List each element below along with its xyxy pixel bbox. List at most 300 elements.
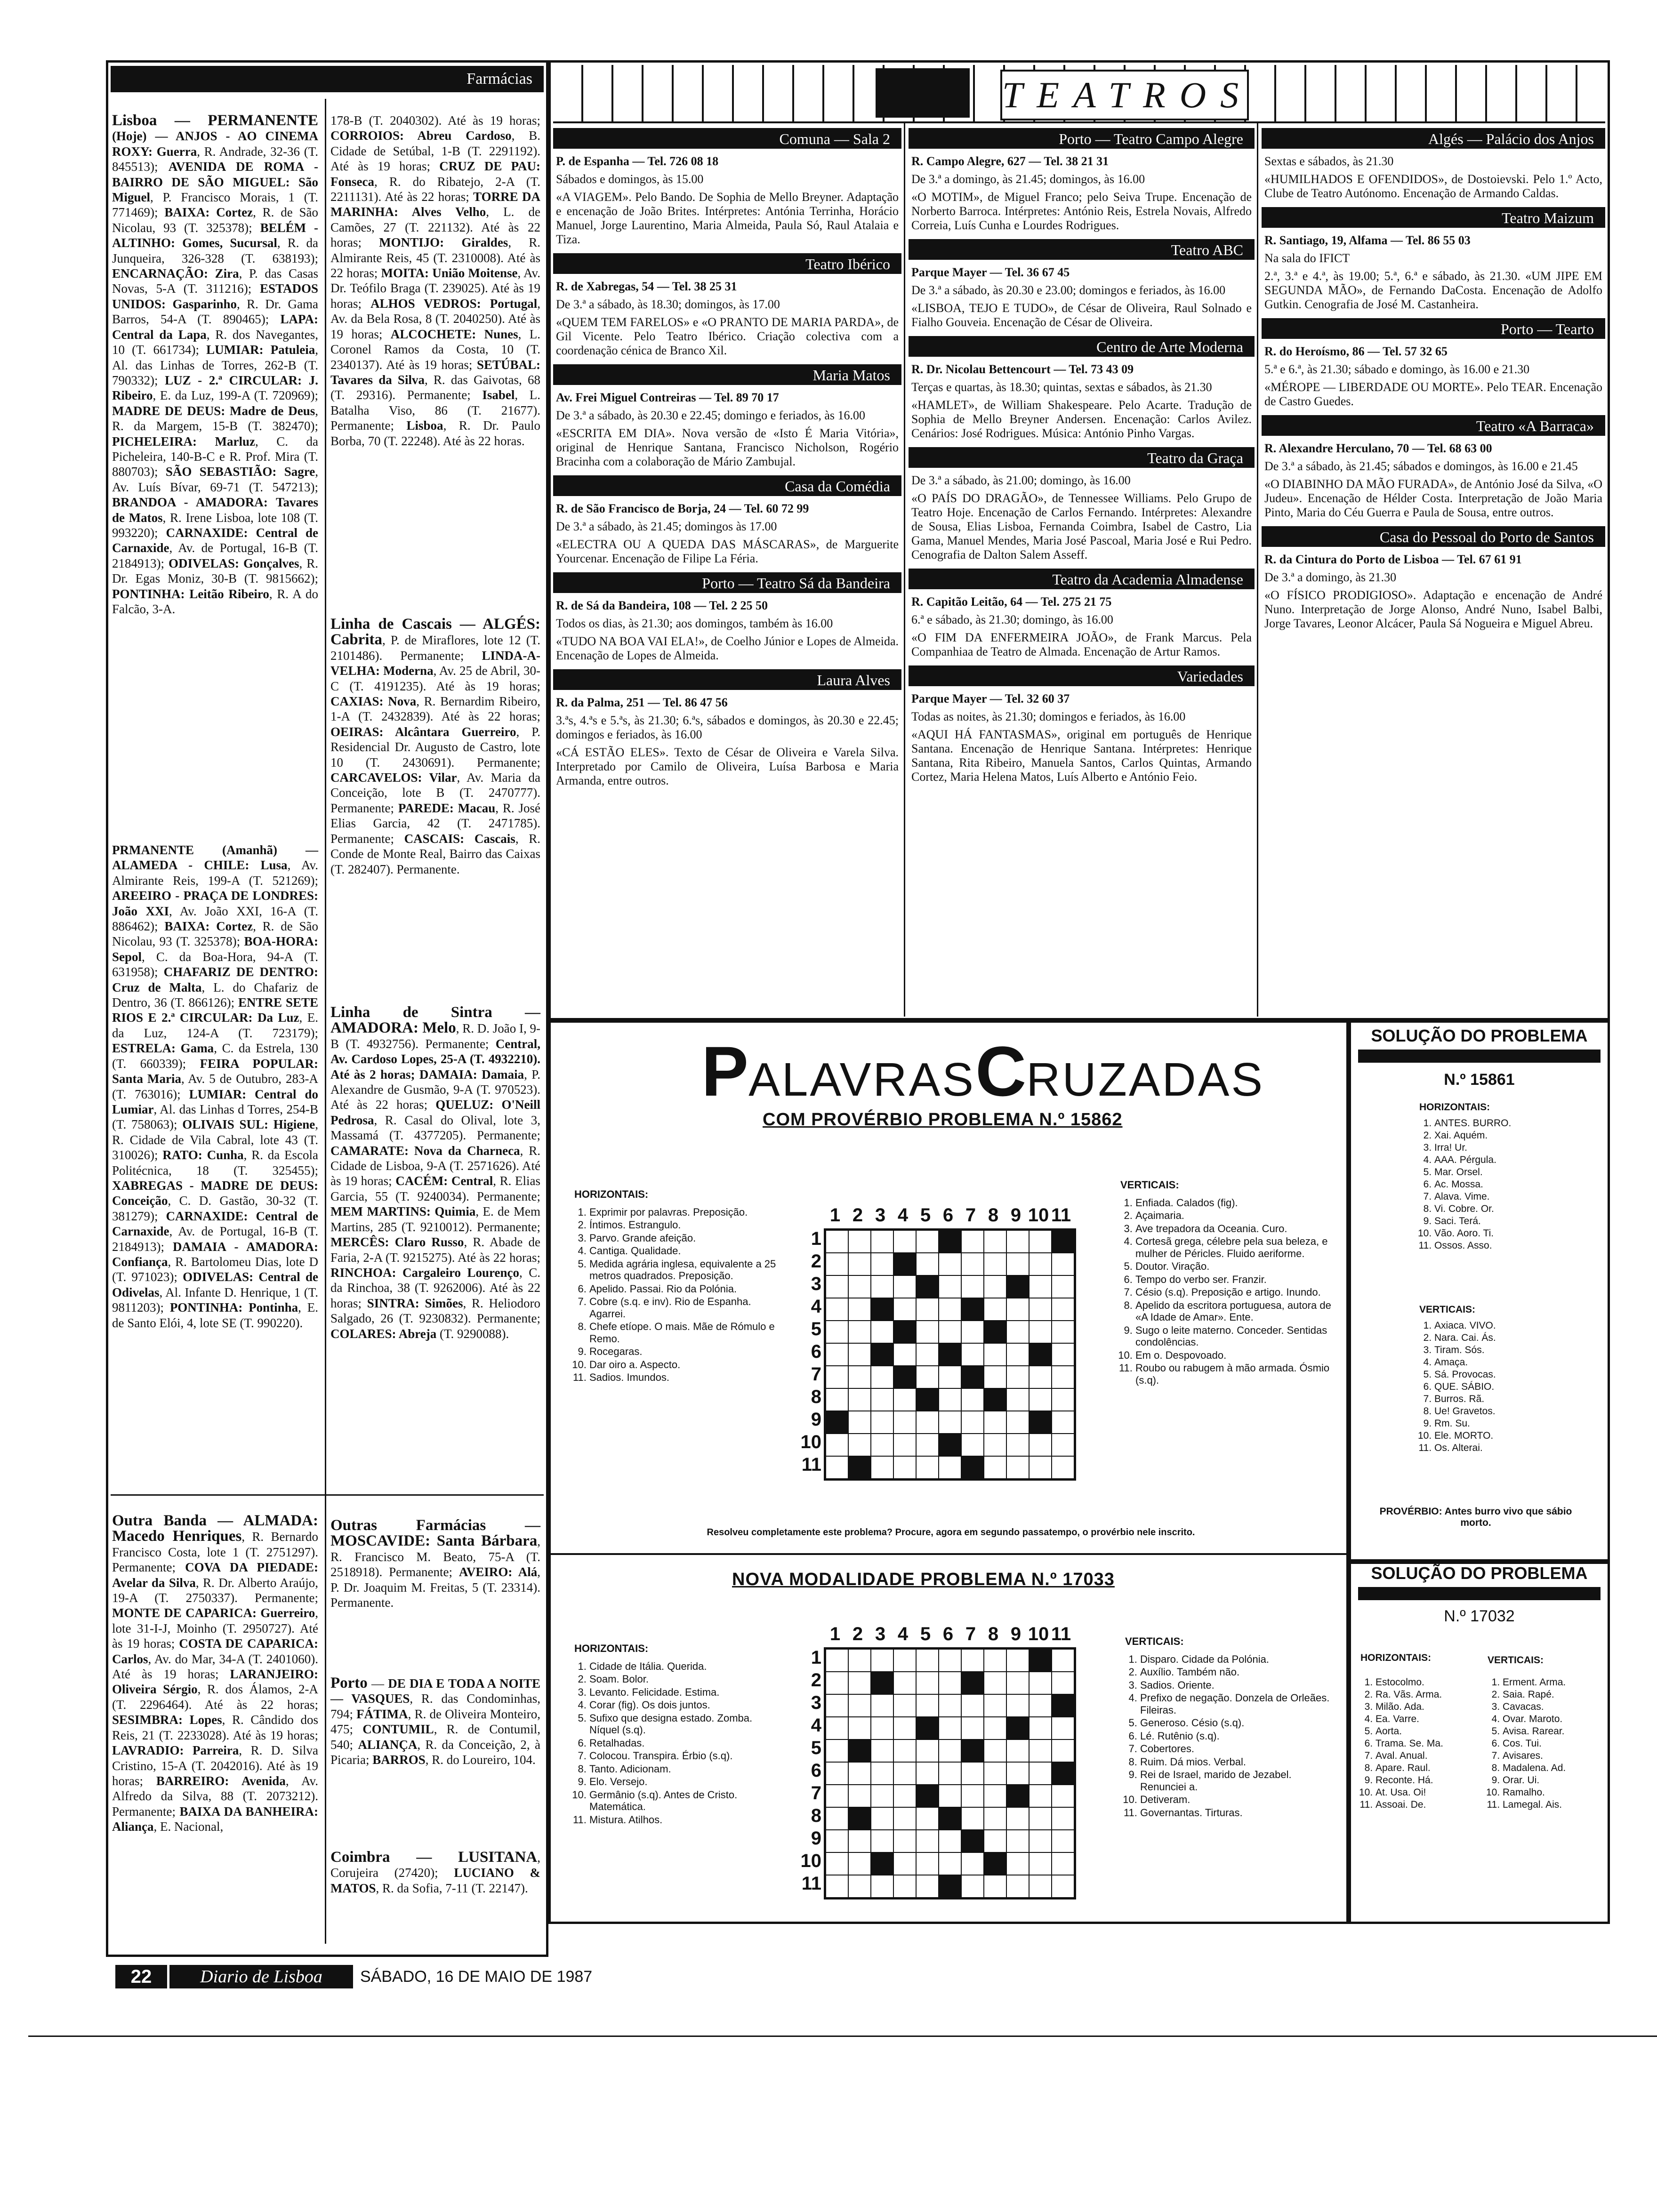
grid-cell[interactable]: [1029, 1807, 1052, 1830]
grid-cell[interactable]: [916, 1830, 939, 1852]
grid-cell[interactable]: [1029, 1785, 1052, 1807]
grid-cell[interactable]: [961, 1230, 984, 1253]
grid-cell[interactable]: [1052, 1762, 1074, 1785]
grid-box[interactable]: [824, 1228, 1076, 1481]
grid-cell[interactable]: [826, 1366, 848, 1388]
grid-cell[interactable]: [1006, 1275, 1029, 1298]
grid-cell[interactable]: [826, 1785, 848, 1807]
grid-cell[interactable]: [1029, 1434, 1052, 1456]
grid-cell[interactable]: [961, 1830, 984, 1852]
grid-cell[interactable]: [848, 1321, 871, 1343]
grid-cell[interactable]: [893, 1434, 916, 1456]
grid-cell[interactable]: [848, 1762, 871, 1785]
grid-cell[interactable]: [961, 1456, 984, 1479]
grid-cell[interactable]: [1052, 1717, 1074, 1739]
grid-cell[interactable]: [916, 1807, 939, 1830]
clue-item: 8. Ruim. Dá mios. Verbal.: [1140, 1756, 1337, 1768]
grid-col-number: 8: [988, 1624, 999, 1644]
grid-cell[interactable]: [1029, 1343, 1052, 1366]
grid-cell[interactable]: [939, 1321, 961, 1343]
grid-cell[interactable]: [961, 1388, 984, 1411]
grid-cell[interactable]: [848, 1694, 871, 1717]
grid-cell[interactable]: [826, 1672, 848, 1694]
grid-cell[interactable]: [826, 1388, 848, 1411]
theatre-address: Parque Mayer — Tel. 32 60 37: [911, 692, 1070, 705]
clue-item: 9. Sugo o leite materno. Conceder. Sentidas condolências.: [1135, 1324, 1337, 1348]
grid-cell[interactable]: [961, 1411, 984, 1434]
grid-box[interactable]: [824, 1647, 1076, 1899]
grid-cell[interactable]: [984, 1298, 1006, 1321]
farmacias-col1-c: [112, 1513, 318, 1839]
grid-cell[interactable]: [939, 1230, 961, 1253]
grid-cell[interactable]: [826, 1739, 848, 1762]
grid-cell[interactable]: [826, 1230, 848, 1253]
grid-cell[interactable]: [984, 1672, 1006, 1694]
grid-cell[interactable]: [871, 1343, 893, 1366]
grid-cell[interactable]: [848, 1649, 871, 1672]
grid-cell[interactable]: [1052, 1275, 1074, 1298]
grid-cell[interactable]: [1052, 1739, 1074, 1762]
grid-cell[interactable]: [939, 1388, 961, 1411]
clue-item: 5. Mar. Orsel.: [1434, 1166, 1570, 1178]
grid-cell[interactable]: [826, 1411, 848, 1434]
theatre-description: «CÁ ESTÃO ELES». Texto de César de Oliveira e Varela Silva. Interpretado por Camilo de Oliveira, Luísa Barbosa e Maria Armanda, entre outros.: [556, 745, 899, 787]
grid-cell[interactable]: [893, 1830, 916, 1852]
grid-cell[interactable]: [939, 1366, 961, 1388]
theatre-schedule: De 3.ª a sábado, às 21.45; sábados e domingos, às 16.00 e 21.45: [1264, 459, 1578, 473]
grid-cell[interactable]: [1029, 1253, 1052, 1275]
grid-cell[interactable]: [1006, 1785, 1029, 1807]
grid-cell[interactable]: [916, 1875, 939, 1898]
grid-cell[interactable]: [1052, 1852, 1074, 1875]
grid-cell[interactable]: [871, 1830, 893, 1852]
grid-cell[interactable]: [871, 1230, 893, 1253]
grid-cell[interactable]: [1052, 1434, 1074, 1456]
theatre-address: R. Alexandre Herculano, 70 — Tel. 68 63 00: [1264, 441, 1492, 455]
clue-item: 3. Ave trepadora da Oceania. Curo.: [1135, 1223, 1337, 1235]
clue-item: 5. Avisa. Rarear.: [1503, 1725, 1605, 1738]
grid-cell[interactable]: [961, 1875, 984, 1898]
grid-cell[interactable]: [848, 1230, 871, 1253]
grid-cell[interactable]: [1052, 1298, 1074, 1321]
grid-cell[interactable]: [939, 1343, 961, 1366]
grid-cell[interactable]: [1052, 1875, 1074, 1898]
grid-cell[interactable]: [1006, 1739, 1029, 1762]
grid-cell[interactable]: [826, 1762, 848, 1785]
grid-cell[interactable]: [961, 1253, 984, 1275]
puzzle1-h-list: [574, 1206, 781, 1384]
grid-cell[interactable]: [1006, 1694, 1029, 1717]
grid-cell[interactable]: [939, 1807, 961, 1830]
grid-cell[interactable]: [871, 1298, 893, 1321]
grid-cell[interactable]: [916, 1456, 939, 1479]
grid-cell[interactable]: [1029, 1388, 1052, 1411]
grid-cell[interactable]: [939, 1672, 961, 1694]
solution1-h-list: [1419, 1117, 1570, 1252]
grid-cell[interactable]: [826, 1321, 848, 1343]
grid-row-number: 8: [811, 1805, 821, 1826]
grid-cell[interactable]: [826, 1830, 848, 1852]
grid-cell[interactable]: [939, 1875, 961, 1898]
grid-cell[interactable]: [916, 1434, 939, 1456]
grid-cell[interactable]: [848, 1366, 871, 1388]
grid-cell[interactable]: [848, 1411, 871, 1434]
grid-cell[interactable]: [1052, 1649, 1074, 1672]
grid-cell[interactable]: [1006, 1762, 1029, 1785]
grid-cell[interactable]: [826, 1694, 848, 1717]
theatre-listing: [1262, 526, 1605, 631]
grid-cell[interactable]: [939, 1717, 961, 1739]
grid-col-number: 10: [1028, 1624, 1049, 1644]
grid-cell[interactable]: [893, 1785, 916, 1807]
teatros-divider-1: [904, 122, 905, 1017]
farmacias-col2-a: [330, 113, 540, 453]
grid-cell[interactable]: [871, 1456, 893, 1479]
grid-cell[interactable]: [848, 1785, 871, 1807]
grid-cell[interactable]: [939, 1694, 961, 1717]
grid-cell[interactable]: [961, 1298, 984, 1321]
grid-row-number: 8: [811, 1387, 821, 1407]
clue-item: 6. Tempo do verbo ser. Franzir.: [1135, 1274, 1337, 1286]
grid-cell[interactable]: [1052, 1411, 1074, 1434]
grid-cell[interactable]: [893, 1298, 916, 1321]
grid-cell[interactable]: [848, 1739, 871, 1762]
grid-cell[interactable]: [916, 1762, 939, 1785]
solution2-horizontais: [1360, 1652, 1483, 1811]
grid-cell[interactable]: [1006, 1321, 1029, 1343]
grid-cell[interactable]: [893, 1388, 916, 1411]
grid-cell[interactable]: [871, 1321, 893, 1343]
grid-cell[interactable]: [984, 1343, 1006, 1366]
grid-cell[interactable]: [984, 1717, 1006, 1739]
grid-cell[interactable]: [871, 1717, 893, 1739]
clue-item: 9. Elo. Versejo.: [589, 1776, 781, 1788]
grid-cell[interactable]: [916, 1253, 939, 1275]
grid-cell[interactable]: [871, 1694, 893, 1717]
grid-cell[interactable]: [1052, 1321, 1074, 1343]
grid-cell[interactable]: [1006, 1343, 1029, 1366]
grid-cell[interactable]: [1052, 1830, 1074, 1852]
grid-cell[interactable]: [1029, 1694, 1052, 1717]
grid-cell[interactable]: [893, 1649, 916, 1672]
grid-cell[interactable]: [916, 1388, 939, 1411]
grid-cell[interactable]: [1029, 1321, 1052, 1343]
grid-cell[interactable]: [984, 1456, 1006, 1479]
grid-cell[interactable]: [848, 1807, 871, 1830]
grid-cell[interactable]: [893, 1852, 916, 1875]
puzzle1-footer: Resolveu completamente este problema? Procure, agora em segundo passatempo, o provérbio nele inscrito.: [707, 1527, 1195, 1538]
grid-cell[interactable]: [961, 1672, 984, 1694]
grid-cell[interactable]: [1052, 1456, 1074, 1479]
grid-cell[interactable]: [826, 1275, 848, 1298]
grid-cell[interactable]: [848, 1717, 871, 1739]
grid-cell[interactable]: [871, 1411, 893, 1434]
theatre-schedule: De 3.ª a sábado, às 21.45; domingos às 17.00: [556, 520, 777, 533]
solution1-proverb: PROVÉRBIO: Antes burro vivo que sábio morto.: [1379, 1506, 1572, 1528]
grid-cell[interactable]: [916, 1672, 939, 1694]
grid-cell[interactable]: [961, 1807, 984, 1830]
grid-cell[interactable]: [893, 1321, 916, 1343]
grid-cell[interactable]: [826, 1253, 848, 1275]
grid-cell[interactable]: [826, 1434, 848, 1456]
grid-cell[interactable]: [984, 1694, 1006, 1717]
grid-cell[interactable]: [1052, 1807, 1074, 1830]
grid-cell[interactable]: [1006, 1411, 1029, 1434]
grid-cell[interactable]: [939, 1411, 961, 1434]
grid-cell[interactable]: [893, 1807, 916, 1830]
theatre-listing: [553, 475, 901, 566]
grid-cell[interactable]: [893, 1230, 916, 1253]
grid-cell[interactable]: [916, 1694, 939, 1717]
grid-cell[interactable]: [939, 1762, 961, 1785]
clue-item: 6. Lé. Rutênio (s.q).: [1140, 1730, 1337, 1742]
grid-cell[interactable]: [1029, 1456, 1052, 1479]
grid-cell[interactable]: [1029, 1411, 1052, 1434]
farm-lisboa-amanha: PRMANENTE (Amanhã) — ALAMEDA - CHILE: Lusa, Av. Almirante Reis, 199-A (T. 521269); AREEIRO - PRAÇA DE LONDRES: João XXI, Av. João XXI, 16-A (T. 886462); BAIXA: Cortez, R. de São Nicolau, 93 (T. 325378); BOA-HORA: Sepol, C. da Boa-Hora, 94-A (T. 631958); CHAFARIZ DE DENTRO: Cruz de Malta, L. do Chafariz de Dentro, 36 (T. 866126); ENTRE SETE RIOS E 2.ª CIRCULAR: Da Luz, E. da Luz, 124-A (T. 723179); ESTRELA: Gama, C. da Estrela, 130 (T. 660339); FEIRA POPULAR: Santa Maria, Av. 5 de Outubro, 283-A (T. 763016); LUMIAR: Central do Lumiar, Al. das Linhas d Torres, 254-B (T. 758063); OLIVAIS SUL: Higiene, R. Cidade de Vila Cabral, lote 43 (T. 310026); RATO: Cunha, R. da Escola Politécnica, 18 (T. 325455); XABREGAS - MADRE DE DEUS: Conceição, C. D. Gastão, 30-32 (T. 381279); CARNAXIDE: Central de Carnaxide, Av. de Portugal, 16-B (T. 2184913); DAMAIA - AMADORA: Confiança, R. Bartolomeu Dias, lote D (T. 971023); ODIVELAS: Central de Odivelas, Al. Infante D. Henrique, 1 (T. 9811203); PONTINHA: Pontinha, E. de Santo Elói, 4, lote SE (T. 990220).: [112, 843, 319, 1330]
grid-cell[interactable]: [916, 1739, 939, 1762]
theatre-address: R. de Sá da Bandeira, 108 — Tel. 2 25 50: [556, 599, 768, 612]
grid-cell[interactable]: [826, 1852, 848, 1875]
grid-cell[interactable]: [826, 1717, 848, 1739]
grid-cell[interactable]: [961, 1785, 984, 1807]
grid-cell[interactable]: [848, 1456, 871, 1479]
grid-cell[interactable]: [984, 1275, 1006, 1298]
grid-cell[interactable]: [984, 1388, 1006, 1411]
grid-cell[interactable]: [961, 1366, 984, 1388]
grid-cell[interactable]: [826, 1807, 848, 1830]
grid-cell[interactable]: [984, 1434, 1006, 1456]
grid-cell[interactable]: [1006, 1456, 1029, 1479]
grid-cell[interactable]: [871, 1762, 893, 1785]
grid-cell[interactable]: [916, 1275, 939, 1298]
clue-item: 2. Saia. Rapé.: [1503, 1689, 1605, 1701]
clue-item: 3. Milão. Ada.: [1375, 1701, 1483, 1713]
grid-cell[interactable]: [826, 1456, 848, 1479]
grid-cell[interactable]: [1006, 1807, 1029, 1830]
grid-cell[interactable]: [1052, 1785, 1074, 1807]
puzzle2-horizontais: [574, 1643, 781, 1827]
clue-item: 1. Estocolmo.: [1375, 1676, 1483, 1689]
grid-cell[interactable]: [871, 1739, 893, 1762]
grid-cell[interactable]: [939, 1830, 961, 1852]
puzzle2-verticais: [1125, 1635, 1337, 1819]
grid-cell[interactable]: [871, 1672, 893, 1694]
grid-cell[interactable]: [848, 1298, 871, 1321]
grid-cell[interactable]: [893, 1343, 916, 1366]
grid-cell[interactable]: [1052, 1672, 1074, 1694]
grid-cell[interactable]: [893, 1275, 916, 1298]
grid-cell[interactable]: [984, 1739, 1006, 1762]
grid-cell[interactable]: [984, 1649, 1006, 1672]
grid-cell[interactable]: [939, 1298, 961, 1321]
grid-cell[interactable]: [826, 1343, 848, 1366]
grid-cell[interactable]: [1052, 1694, 1074, 1717]
grid-cell[interactable]: [984, 1875, 1006, 1898]
grid-cell[interactable]: [984, 1230, 1006, 1253]
grid-cell[interactable]: [893, 1694, 916, 1717]
grid-cell[interactable]: [939, 1275, 961, 1298]
grid-cell[interactable]: [984, 1762, 1006, 1785]
theatre-description: «ESCRITA EM DIA». Nova versão de «Isto É Maria Vitória», original de Henrique Santana, Francisco Nicholson, Rogério Bracinha com a colaboração de Mário Zambujal.: [556, 426, 899, 468]
grid-cell[interactable]: [961, 1434, 984, 1456]
grid-cell[interactable]: [893, 1762, 916, 1785]
grid-cell[interactable]: [984, 1411, 1006, 1434]
grid-cell[interactable]: [893, 1739, 916, 1762]
grid-cell[interactable]: [1006, 1253, 1029, 1275]
grid-cell[interactable]: [1006, 1717, 1029, 1739]
grid-cell[interactable]: [1029, 1717, 1052, 1739]
grid-cell[interactable]: [939, 1649, 961, 1672]
grid-row-number: 3: [811, 1692, 821, 1713]
grid-cell[interactable]: [1029, 1762, 1052, 1785]
grid-cell[interactable]: [939, 1739, 961, 1762]
grid-cell[interactable]: [893, 1672, 916, 1694]
grid-cell[interactable]: [893, 1366, 916, 1388]
grid-cell[interactable]: [1029, 1830, 1052, 1852]
grid-cell[interactable]: [893, 1411, 916, 1434]
grid-cell[interactable]: [871, 1785, 893, 1807]
grid-cell[interactable]: [961, 1762, 984, 1785]
grid-cell[interactable]: [1029, 1875, 1052, 1898]
grid-cell[interactable]: [984, 1785, 1006, 1807]
theatre-listing: [909, 665, 1255, 784]
grid-cell[interactable]: [1052, 1343, 1074, 1366]
grid-cell[interactable]: [961, 1649, 984, 1672]
grid-cell[interactable]: [1029, 1739, 1052, 1762]
grid-cell[interactable]: [848, 1343, 871, 1366]
grid-cell[interactable]: [871, 1366, 893, 1388]
grid-cell[interactable]: [826, 1298, 848, 1321]
grid-cell[interactable]: [893, 1253, 916, 1275]
grid-cell[interactable]: [848, 1830, 871, 1852]
grid-cell[interactable]: [893, 1717, 916, 1739]
clue-item: 1. Enfiada. Calados (fig).: [1135, 1197, 1337, 1209]
grid-cell[interactable]: [916, 1343, 939, 1366]
grid-cell[interactable]: [916, 1785, 939, 1807]
grid-cell[interactable]: [848, 1275, 871, 1298]
grid-cell[interactable]: [961, 1694, 984, 1717]
grid-cell[interactable]: [1006, 1852, 1029, 1875]
grid-cell[interactable]: [916, 1411, 939, 1434]
grid-cell[interactable]: [916, 1321, 939, 1343]
farm-outras: Outras Farmácias — MOSCAVIDE: Santa Bárbara, R. Francisco M. Beato, 75-A (T. 2518918). Permanente; AVEIRO: Alá, P. Dr. Joaquim M. Freitas, 5 (T. 23314). Permanente.: [330, 1517, 540, 1610]
grid-cell[interactable]: [939, 1456, 961, 1479]
grid-cell[interactable]: [916, 1717, 939, 1739]
grid-cell[interactable]: [1029, 1298, 1052, 1321]
grid-cell[interactable]: [1006, 1366, 1029, 1388]
grid-cell[interactable]: [893, 1875, 916, 1898]
grid-cell[interactable]: [939, 1852, 961, 1875]
grid-cell[interactable]: [961, 1852, 984, 1875]
grid-cell[interactable]: [984, 1253, 1006, 1275]
grid-cell[interactable]: [1006, 1388, 1029, 1411]
grid-cell[interactable]: [871, 1875, 893, 1898]
grid-cell[interactable]: [871, 1807, 893, 1830]
grid-cell[interactable]: [984, 1852, 1006, 1875]
grid-cell[interactable]: [961, 1343, 984, 1366]
clue-item: 7. Césio (s.q). Preposição e artigo. Inundo.: [1135, 1286, 1337, 1298]
farm-coimbra: Coimbra — LUSITANA, Corujeira (27420); LUCIANO & MATOS, R. da Sofia, 7-11 (T. 22147).: [330, 1849, 540, 1895]
puzzle2-h-label: HORIZONTAIS:: [574, 1643, 649, 1654]
grid-cell[interactable]: [1029, 1275, 1052, 1298]
grid-cell[interactable]: [916, 1649, 939, 1672]
grid-cell[interactable]: [1029, 1366, 1052, 1388]
grid-cell[interactable]: [984, 1807, 1006, 1830]
grid-cell[interactable]: [1052, 1253, 1074, 1275]
theatre-listing: [909, 569, 1255, 659]
grid-cell[interactable]: [939, 1434, 961, 1456]
clue-item: 4. Cantiga. Qualidade.: [589, 1245, 781, 1257]
grid-row-number: 4: [811, 1296, 821, 1317]
grid-cell[interactable]: [939, 1785, 961, 1807]
puzzle2-grid[interactable]: [796, 1624, 1106, 1906]
puzzle1-grid[interactable]: [796, 1205, 1106, 1490]
grid-cell[interactable]: [848, 1388, 871, 1411]
grid-cell[interactable]: [984, 1830, 1006, 1852]
grid-cell[interactable]: [916, 1852, 939, 1875]
grid-row-number: 1: [811, 1647, 821, 1668]
grid-cell[interactable]: [1052, 1366, 1074, 1388]
solution1-verticais: [1419, 1304, 1570, 1454]
grid-cell[interactable]: [871, 1275, 893, 1298]
grid-cell[interactable]: [916, 1366, 939, 1388]
grid-cell[interactable]: [1006, 1230, 1029, 1253]
clue-item: 11. Ossos. Asso.: [1434, 1240, 1570, 1252]
grid-cell[interactable]: [984, 1366, 1006, 1388]
grid-cell[interactable]: [871, 1388, 893, 1411]
grid-cell[interactable]: [961, 1321, 984, 1343]
grid-cell[interactable]: [848, 1253, 871, 1275]
grid-cell[interactable]: [871, 1253, 893, 1275]
grid-cell[interactable]: [826, 1875, 848, 1898]
grid-cell[interactable]: [871, 1852, 893, 1875]
grid-cell[interactable]: [848, 1434, 871, 1456]
grid-cell[interactable]: [916, 1298, 939, 1321]
grid-cell[interactable]: [871, 1434, 893, 1456]
grid-cell[interactable]: [1006, 1672, 1029, 1694]
grid-cell[interactable]: [1052, 1230, 1074, 1253]
grid-cell[interactable]: [848, 1852, 871, 1875]
grid-cell[interactable]: [848, 1672, 871, 1694]
grid-cell[interactable]: [1029, 1672, 1052, 1694]
grid-cell[interactable]: [826, 1649, 848, 1672]
clue-item: 11. Lamegal. Ais.: [1503, 1799, 1605, 1811]
grid-cell[interactable]: [1006, 1434, 1029, 1456]
grid-cell[interactable]: [984, 1321, 1006, 1343]
grid-cell[interactable]: [1029, 1649, 1052, 1672]
grid-cell[interactable]: [871, 1649, 893, 1672]
grid-cell[interactable]: [961, 1739, 984, 1762]
grid-cell[interactable]: [1006, 1298, 1029, 1321]
grid-cell[interactable]: [1029, 1230, 1052, 1253]
grid-cell[interactable]: [893, 1456, 916, 1479]
grid-cell[interactable]: [1052, 1388, 1074, 1411]
clue-item: 1. Erment. Arma.: [1503, 1676, 1605, 1689]
grid-cell[interactable]: [1006, 1830, 1029, 1852]
grid-cell[interactable]: [961, 1717, 984, 1739]
solution2-h-list: [1360, 1676, 1483, 1811]
grid-cell[interactable]: [939, 1253, 961, 1275]
grid-cell[interactable]: [916, 1230, 939, 1253]
grid-cell[interactable]: [848, 1875, 871, 1898]
grid-row-number: 3: [811, 1274, 821, 1294]
grid-cell[interactable]: [1029, 1852, 1052, 1875]
farmacias-header: Farmácias: [111, 66, 544, 92]
grid-cell[interactable]: [1006, 1875, 1029, 1898]
grid-cell[interactable]: [1006, 1649, 1029, 1672]
grid-cell[interactable]: [961, 1275, 984, 1298]
clue-item: 8. Chefe etíope. O mais. Mãe de Rómulo e Remo.: [589, 1321, 781, 1345]
